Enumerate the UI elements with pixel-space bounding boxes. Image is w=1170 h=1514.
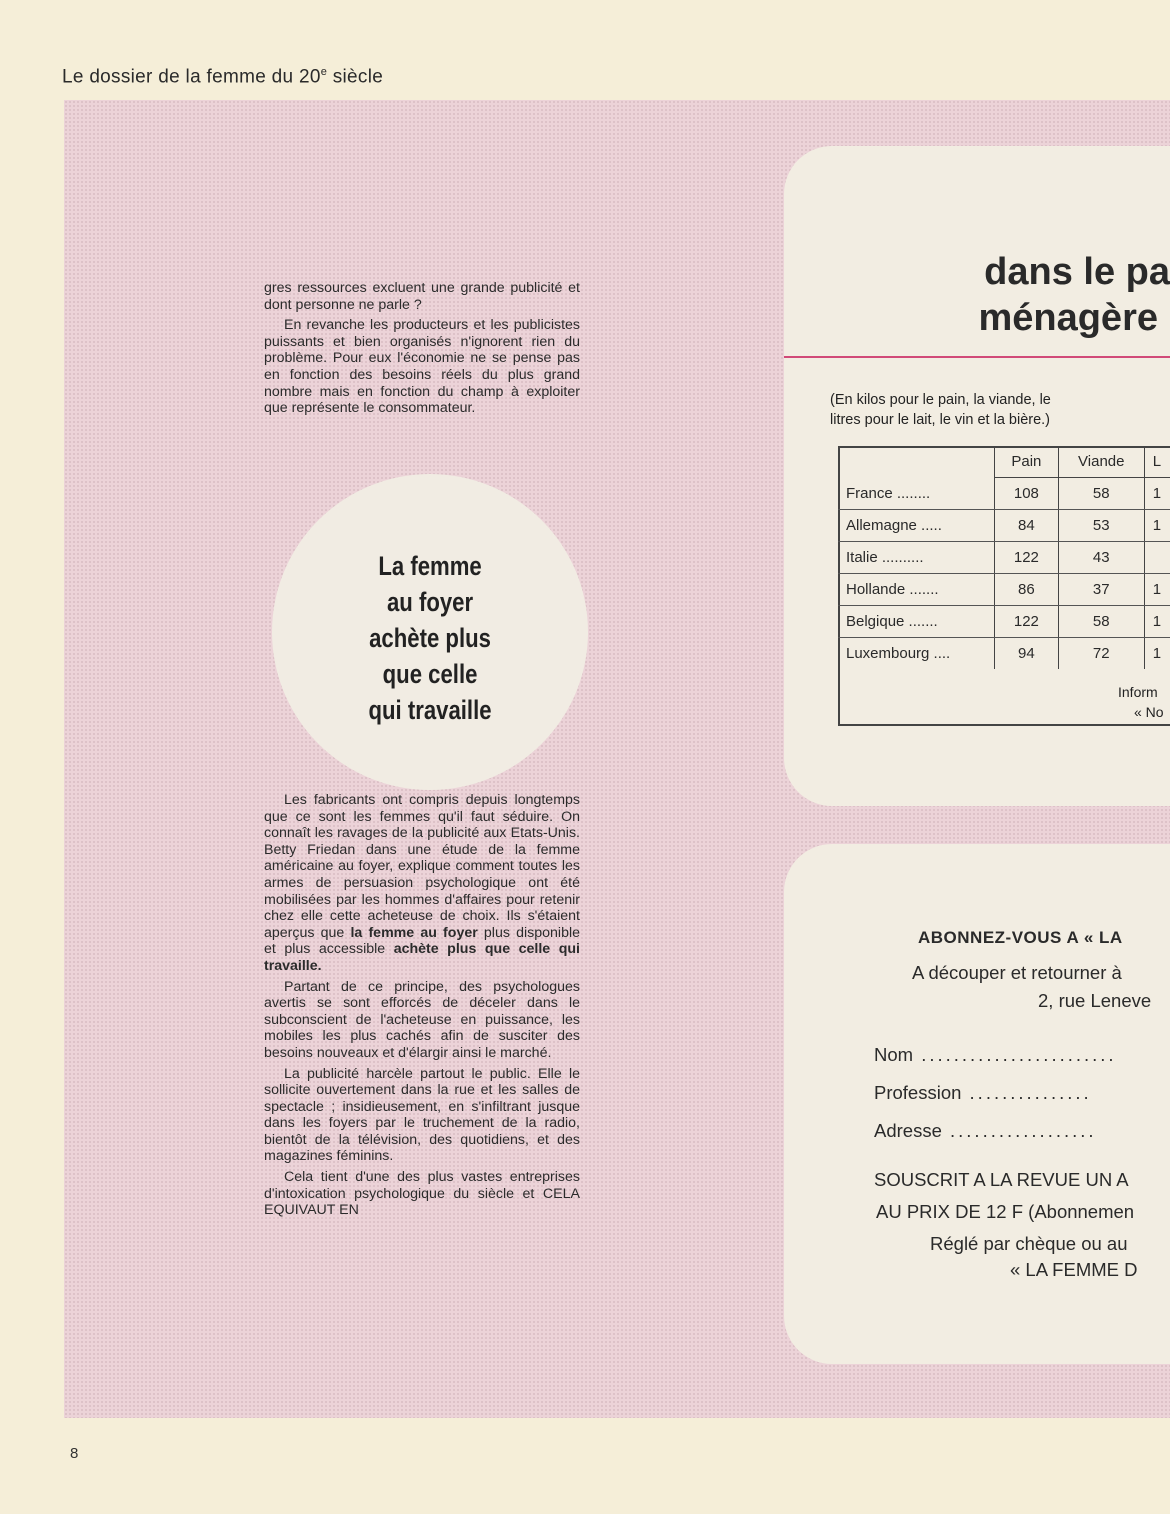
table-row: Italie .......... 122 43	[838, 542, 1170, 574]
paragraph: La publicité harcèle partout le public. Elle le sollicite ouvertement dans la rue et les salles de spectacle ; insidieusement, en s'infiltrant jusque dans les foyers par le truchement de la radio, bientôt de la télévision, des quotidiens, et des magazines féminins.	[264, 1065, 580, 1165]
table-row: Belgique ....... 122 58 1	[838, 606, 1170, 638]
callout-circle	[272, 474, 588, 790]
payee-text: « LA FEMME D	[1010, 1259, 1138, 1280]
consumption-panel	[784, 146, 1170, 806]
paragraph: gres ressources excluent une grande publicité et dont personne ne parle ?	[264, 280, 580, 313]
table-row: France ........ 108 58 1	[838, 478, 1170, 510]
column-header: Pain	[995, 446, 1059, 478]
article-column-bottom	[264, 792, 580, 1223]
profession-field[interactable]: Profession ...............	[874, 1082, 1092, 1103]
page-number: 8	[70, 1445, 79, 1462]
address-line: 2, rue Leneve	[1038, 990, 1152, 1011]
price-text: AU PRIX DE 12 F (Abonnemen	[876, 1201, 1135, 1222]
red-divider	[784, 356, 1170, 358]
consumption-table	[838, 446, 1170, 669]
callout-title: La femme au foyer achète plus que celle qui travaille	[368, 551, 492, 725]
column-header: Viande	[1058, 446, 1144, 478]
table-header-row	[838, 446, 1170, 478]
table-row: Hollande ....... 86 37 1	[838, 574, 1170, 606]
adresse-field[interactable]: Adresse ..................	[874, 1120, 1097, 1141]
subscription-text: SOUSCRIT A LA REVUE UN A	[874, 1169, 1129, 1190]
nom-field[interactable]: Nom ........................	[874, 1044, 1117, 1065]
paragraph: Cela tient d'une des plus vastes entreprises d'intoxication psychologique du siècle et CELA EQUIVAUT EN	[264, 1169, 580, 1219]
table-row: Allemagne ..... 84 53 1	[838, 510, 1170, 542]
payment-text: Réglé par chèque ou au	[930, 1233, 1128, 1254]
column-header: L	[1144, 446, 1170, 478]
paragraph: En revanche les producteurs et les publicistes puissants et bien organisés n'ignorent rien du problème. Pour eux l'économie ne se pense pas en fonction des besoins réels du plus grand nombre mais en fonction du champ à exploiter que représente le consommateur.	[264, 317, 580, 417]
paragraph: Les fabricants ont compris depuis longtemps que ce sont les femmes qu'il faut séduire. On connaît les ravages de la publicité aux Etats-Unis. Betty Friedan dans une étude de la femme américaine au foyer, explique comment toutes les armes de persuasion psychologique ont été mobilisées par les hommes d'affaires pour retenir chez elle cette acheteuse de choix. Ils s'étaient aperçus que la femme au foyer plus disponible et plus accessible achète plus que celle qui travaille.	[264, 792, 580, 974]
subscription-panel	[784, 844, 1170, 1364]
instructions-line: A découper et retourner à	[912, 962, 1122, 983]
article-column-top	[264, 280, 580, 421]
table-row: Luxembourg .... 94 72 1	[838, 638, 1170, 670]
panel-title-line: dans le pa	[984, 251, 1170, 293]
panel-title-line: ménagère	[978, 297, 1158, 339]
paragraph: Partant de ce principe, des psychologues avertis se sont efforcés de déceler dans le subconscient de l'acheteuse en puissance, les mobiles les plus cachés afin de susciter des besoins nouveaux et d'élargir ainsi le marché.	[264, 978, 580, 1061]
running-header: Le dossier de la femme du 20e siècle	[62, 66, 384, 88]
units-note: (En kilos pour le pain, la viande, le	[830, 392, 1051, 408]
units-note: litres pour le lait, le vin et la bière.)	[830, 412, 1051, 428]
source-note: Inform « No	[1118, 684, 1164, 720]
subscription-heading: ABONNEZ-VOUS A « LA	[918, 928, 1123, 947]
